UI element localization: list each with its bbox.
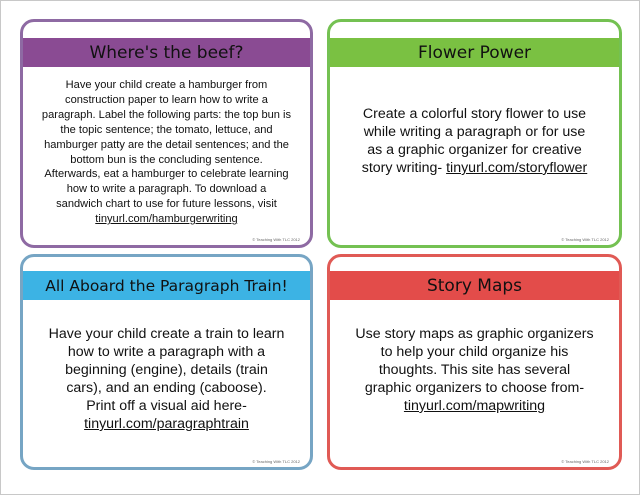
copyright-credit: © Teaching With TLC 2012	[561, 237, 609, 242]
card-description	[33, 325, 300, 433]
text-line: cars), and an ending (caboose).	[66, 380, 267, 396]
card-title: Where's the beef?	[23, 38, 310, 67]
card-description	[340, 105, 609, 177]
card-story-maps	[327, 254, 622, 470]
text-line: Have your child create a train to learn	[48, 326, 285, 342]
text-line: story writing-	[361, 160, 447, 176]
card-title: Story Maps	[330, 271, 619, 300]
text-line: beginning (engine), details (train	[65, 362, 268, 378]
card-description	[33, 78, 300, 227]
text-line: thoughts. This site has several	[378, 362, 571, 378]
copyright-credit: © Teaching With TLC 2012	[252, 459, 300, 464]
text-line: as a graphic organizer for creative	[367, 142, 582, 158]
text-line: construction paper to learn how to write a	[65, 93, 268, 106]
copyright-credit: © Teaching With TLC 2012	[252, 237, 300, 242]
text-line: how to write a paragraph. To download a	[66, 183, 267, 196]
card-description	[340, 325, 609, 415]
text-line: Have your child create a hamburger from	[65, 79, 268, 91]
hamburger-writing-link[interactable]: tinyurl.com/hamburgerwriting	[95, 213, 238, 226]
card-wheres-the-beef	[20, 19, 313, 248]
text-line: bottom bun is the concluding sentence.	[70, 153, 263, 166]
story-flower-link[interactable]: tinyurl.com/storyflower	[446, 160, 588, 176]
text-line: Afterwards, eat a hamburger to celebrate learning	[44, 168, 289, 181]
card-title: Flower Power	[330, 38, 619, 67]
text-line: paragraph. Label the following parts: the top bun is	[41, 108, 292, 121]
text-line: sandwich chart to use for future lessons, visit	[56, 198, 277, 211]
text-line: while writing a paragraph or for use	[363, 124, 586, 140]
text-line: the topic sentence; the tomato, lettuce, and	[60, 123, 273, 136]
copyright-credit: © Teaching With TLC 2012	[561, 459, 609, 464]
text-line: hamburger patty are the detail sentences; and the	[44, 138, 289, 151]
text-line: graphic organizers to choose from-	[364, 380, 585, 396]
card-paragraph-train	[20, 254, 313, 470]
paragraph-train-link[interactable]: tinyurl.com/paragraphtrain	[84, 416, 249, 432]
text-line: Print off a visual aid here-	[86, 398, 247, 414]
text-line: to help your child organize his	[380, 344, 569, 360]
map-writing-link[interactable]: tinyurl.com/mapwriting	[403, 398, 546, 414]
text-line: how to write a paragraph with a	[67, 344, 266, 360]
card-title: All Aboard the Paragraph Train!	[23, 271, 310, 300]
card-flower-power	[327, 19, 622, 248]
text-line: Create a colorful story flower to use	[362, 106, 587, 122]
text-line: Use story maps as graphic organizers	[355, 326, 594, 342]
